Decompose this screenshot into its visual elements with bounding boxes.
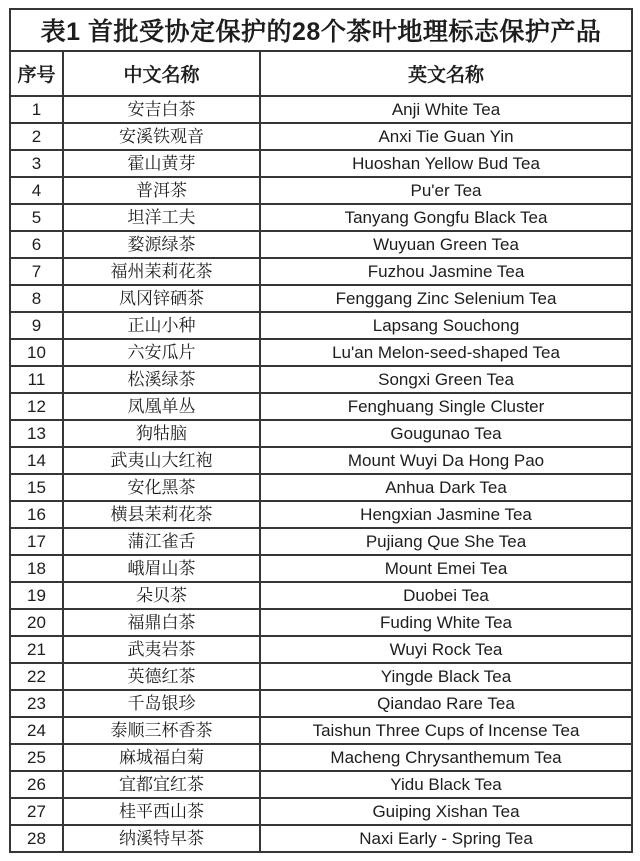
row-number-cell: 23 xyxy=(10,690,63,717)
table-row xyxy=(10,717,632,744)
table-row xyxy=(10,366,632,393)
table-row xyxy=(10,420,632,447)
chinese-name-cell: 蒲江雀舌 xyxy=(63,528,260,555)
table-row xyxy=(10,177,632,204)
table-row xyxy=(10,285,632,312)
chinese-name-cell: 英德红茶 xyxy=(63,663,260,690)
english-name-cell: Fuding White Tea xyxy=(260,609,632,636)
chinese-name-cell: 安溪铁观音 xyxy=(63,123,260,150)
table-row xyxy=(10,528,632,555)
english-name-cell: Fenghuang Single Cluster xyxy=(260,393,632,420)
chinese-name-cell: 福鼎白茶 xyxy=(63,609,260,636)
chinese-name-cell: 正山小种 xyxy=(63,312,260,339)
table-row xyxy=(10,150,632,177)
table-row xyxy=(10,501,632,528)
chinese-name-cell: 婺源绿茶 xyxy=(63,231,260,258)
chinese-name-cell: 狗牯脑 xyxy=(63,420,260,447)
english-name-cell: Taishun Three Cups of Incense Tea xyxy=(260,717,632,744)
row-number-cell: 8 xyxy=(10,285,63,312)
row-number-cell: 4 xyxy=(10,177,63,204)
english-name-cell: Mount Emei Tea xyxy=(260,555,632,582)
col-header-chinese-name: 中文名称 xyxy=(63,51,260,96)
english-name-cell: Lapsang Souchong xyxy=(260,312,632,339)
chinese-name-cell: 凤凰单丛 xyxy=(63,393,260,420)
table-row xyxy=(10,663,632,690)
title-row xyxy=(10,9,632,51)
table-row xyxy=(10,393,632,420)
chinese-name-cell: 霍山黄芽 xyxy=(63,150,260,177)
english-name-cell: Qiandao Rare Tea xyxy=(260,690,632,717)
english-name-cell: Huoshan Yellow Bud Tea xyxy=(260,150,632,177)
english-name-cell: Lu'an Melon-seed-shaped Tea xyxy=(260,339,632,366)
english-name-cell: Naxi Early - Spring Tea xyxy=(260,825,632,852)
row-number-cell: 22 xyxy=(10,663,63,690)
chinese-name-cell: 宜都宜红茶 xyxy=(63,771,260,798)
row-number-cell: 19 xyxy=(10,582,63,609)
chinese-name-cell: 横县茉莉花茶 xyxy=(63,501,260,528)
row-number-cell: 15 xyxy=(10,474,63,501)
table-row xyxy=(10,204,632,231)
row-number-cell: 18 xyxy=(10,555,63,582)
row-number-cell: 5 xyxy=(10,204,63,231)
chinese-name-cell: 坦洋工夫 xyxy=(63,204,260,231)
chinese-name-cell: 福州茉莉花茶 xyxy=(63,258,260,285)
row-number-cell: 16 xyxy=(10,501,63,528)
table-row xyxy=(10,555,632,582)
table-body xyxy=(10,96,632,852)
chinese-name-cell: 六安瓜片 xyxy=(63,339,260,366)
row-number-cell: 7 xyxy=(10,258,63,285)
row-number-cell: 26 xyxy=(10,771,63,798)
english-name-cell: Anxi Tie Guan Yin xyxy=(260,123,632,150)
chinese-name-cell: 安吉白茶 xyxy=(63,96,260,123)
english-name-cell: Wuyi Rock Tea xyxy=(260,636,632,663)
chinese-name-cell: 朵贝茶 xyxy=(63,582,260,609)
table-row xyxy=(10,798,632,825)
row-number-cell: 12 xyxy=(10,393,63,420)
chinese-name-cell: 安化黑茶 xyxy=(63,474,260,501)
english-name-cell: Anji White Tea xyxy=(260,96,632,123)
row-number-cell: 2 xyxy=(10,123,63,150)
tea-table xyxy=(9,8,633,853)
english-name-cell: Pu'er Tea xyxy=(260,177,632,204)
row-number-cell: 6 xyxy=(10,231,63,258)
chinese-name-cell: 武夷岩茶 xyxy=(63,636,260,663)
table-row xyxy=(10,582,632,609)
row-number-cell: 11 xyxy=(10,366,63,393)
row-number-cell: 17 xyxy=(10,528,63,555)
table-row xyxy=(10,231,632,258)
row-number-cell: 24 xyxy=(10,717,63,744)
table-row xyxy=(10,825,632,852)
english-name-cell: Macheng Chrysanthemum Tea xyxy=(260,744,632,771)
row-number-cell: 10 xyxy=(10,339,63,366)
table-row xyxy=(10,609,632,636)
chinese-name-cell: 普洱茶 xyxy=(63,177,260,204)
english-name-cell: Wuyuan Green Tea xyxy=(260,231,632,258)
row-number-cell: 21 xyxy=(10,636,63,663)
table-title: 表1 首批受协定保护的28个茶叶地理标志保护产品 xyxy=(10,9,632,51)
chinese-name-cell: 千岛银珍 xyxy=(63,690,260,717)
table-row xyxy=(10,636,632,663)
chinese-name-cell: 松溪绿茶 xyxy=(63,366,260,393)
chinese-name-cell: 纳溪特早茶 xyxy=(63,825,260,852)
row-number-cell: 3 xyxy=(10,150,63,177)
table-row xyxy=(10,447,632,474)
row-number-cell: 20 xyxy=(10,609,63,636)
row-number-cell: 9 xyxy=(10,312,63,339)
english-name-cell: Hengxian Jasmine Tea xyxy=(260,501,632,528)
chinese-name-cell: 武夷山大红袍 xyxy=(63,447,260,474)
english-name-cell: Songxi Green Tea xyxy=(260,366,632,393)
english-name-cell: Mount Wuyi Da Hong Pao xyxy=(260,447,632,474)
english-name-cell: Guiping Xishan Tea xyxy=(260,798,632,825)
english-name-cell: Gougunao Tea xyxy=(260,420,632,447)
table-row xyxy=(10,690,632,717)
table-row xyxy=(10,339,632,366)
english-name-cell: Fenggang Zinc Selenium Tea xyxy=(260,285,632,312)
english-name-cell: Yingde Black Tea xyxy=(260,663,632,690)
table-row xyxy=(10,96,632,123)
col-header-number: 序号 xyxy=(10,51,63,96)
english-name-cell: Pujiang Que She Tea xyxy=(260,528,632,555)
table-row xyxy=(10,771,632,798)
table-row xyxy=(10,312,632,339)
english-name-cell: Tanyang Gongfu Black Tea xyxy=(260,204,632,231)
table-row xyxy=(10,258,632,285)
table-row xyxy=(10,744,632,771)
english-name-cell: Yidu Black Tea xyxy=(260,771,632,798)
row-number-cell: 1 xyxy=(10,96,63,123)
row-number-cell: 13 xyxy=(10,420,63,447)
chinese-name-cell: 峨眉山茶 xyxy=(63,555,260,582)
row-number-cell: 28 xyxy=(10,825,63,852)
chinese-name-cell: 麻城福白菊 xyxy=(63,744,260,771)
english-name-cell: Anhua Dark Tea xyxy=(260,474,632,501)
table-row xyxy=(10,474,632,501)
col-header-english-name: 英文名称 xyxy=(260,51,632,96)
row-number-cell: 14 xyxy=(10,447,63,474)
english-name-cell: Duobei Tea xyxy=(260,582,632,609)
chinese-name-cell: 桂平西山茶 xyxy=(63,798,260,825)
row-number-cell: 27 xyxy=(10,798,63,825)
table-row xyxy=(10,123,632,150)
chinese-name-cell: 凤冈锌硒茶 xyxy=(63,285,260,312)
header-row xyxy=(10,51,632,96)
chinese-name-cell: 泰顺三杯香茶 xyxy=(63,717,260,744)
english-name-cell: Fuzhou Jasmine Tea xyxy=(260,258,632,285)
row-number-cell: 25 xyxy=(10,744,63,771)
